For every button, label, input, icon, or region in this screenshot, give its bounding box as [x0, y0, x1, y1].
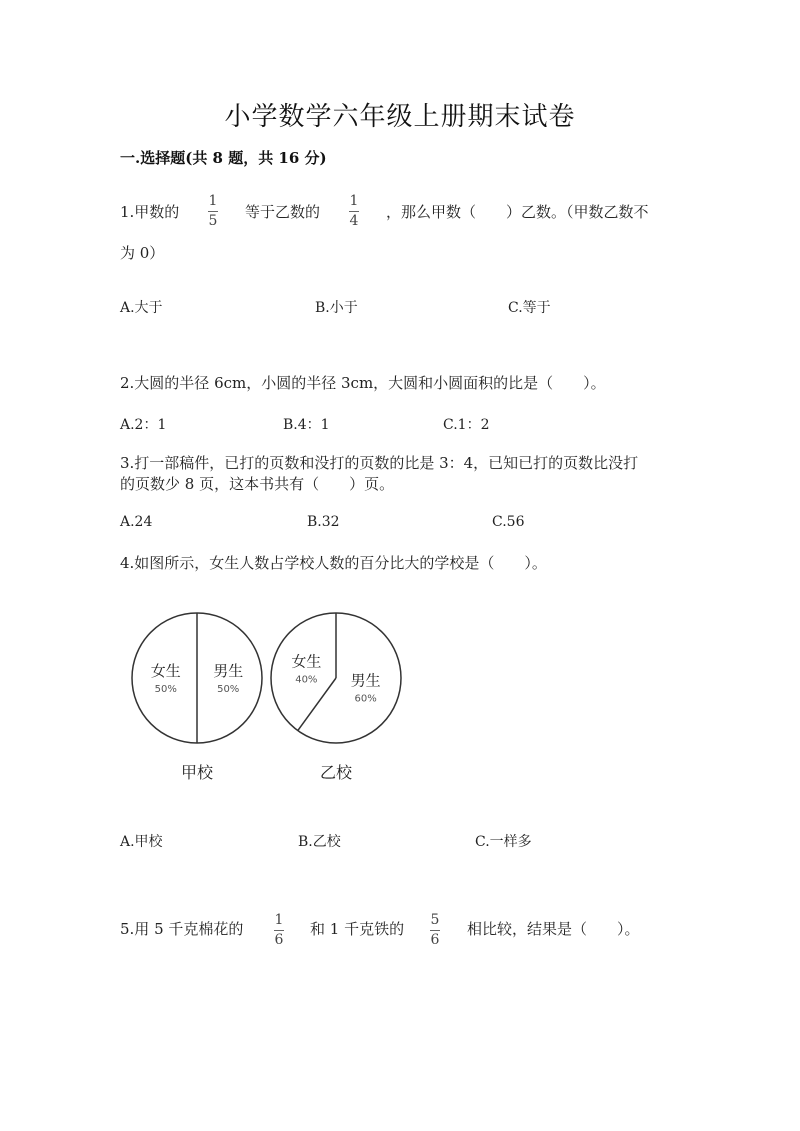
q3-text-line2: 的页数少 8 页，这本书共有（ ）页。: [120, 475, 395, 493]
q1-text-part2: 等于乙数的: [245, 203, 321, 221]
fraction-numerator: 1: [349, 193, 359, 209]
q5-text-part1: 5.用 5 千克棉花的: [120, 920, 244, 938]
fraction-denominator: 5: [208, 213, 218, 229]
q1-text-part1: 1.甲数的: [120, 203, 180, 221]
q2-option-b: B.4：1: [283, 417, 330, 433]
pie-2-school-name: 乙校: [319, 763, 353, 782]
q5-text-part3: 相比较，结果是（ ）。: [467, 920, 640, 938]
q1-text-line2: 为 0）: [120, 244, 165, 262]
q3-option-b: B.32: [307, 514, 340, 530]
pie-charts-svg: [120, 600, 420, 790]
q3-text-line1: 3.打一部稿件，已打的页数和没打的页数的比是 3：4，已知已打的页数比没打: [120, 454, 639, 472]
q2-option-c: C.1：2: [443, 417, 490, 433]
q4-option-b: B.乙校: [298, 834, 341, 850]
q1-fraction-1: [208, 194, 218, 229]
fraction-bar: [274, 930, 284, 931]
pie-1-slice-1-label: 女生: [150, 662, 181, 680]
q5-fraction-1: [274, 913, 284, 948]
section-heading: 一.选择题(共 8 题，共 16 分): [120, 149, 327, 167]
q5-text-part2: 和 1 千克铁的: [310, 920, 405, 938]
fraction-numerator: 1: [274, 912, 284, 928]
pie-2-slice-1-value: 40%: [295, 674, 318, 686]
q4-pie-charts: [120, 600, 420, 790]
q5-fraction-2: [430, 913, 440, 948]
q1-option-a: A.大于: [120, 300, 163, 316]
pie-1-school-name: 甲校: [180, 763, 214, 782]
fraction-bar: [430, 930, 440, 931]
pie-2-slice-1-label: 女生: [291, 652, 322, 671]
q1-option-b: B.小于: [315, 300, 358, 316]
fraction-numerator: 5: [430, 912, 440, 928]
q4-text: 4.如图所示，女生人数占学校人数的百分比大的学校是（ ）。: [120, 554, 547, 572]
fraction-numerator: 1: [208, 193, 218, 209]
pie-2-slice-2-value: 60%: [354, 693, 377, 705]
q3-option-a: A.24: [120, 514, 153, 530]
pie-1-slice-2-label: 男生: [213, 662, 244, 680]
q4-option-a: A.甲校: [120, 834, 163, 850]
pie-1-slice-1-value: 50%: [154, 684, 177, 695]
q2-text: 2.大圆的半径 6cm，小圆的半径 3cm，大圆和小圆面积的比是（ ）。: [120, 374, 606, 392]
fraction-bar: [208, 211, 218, 212]
q1-text-part3: ，那么甲数（ ）乙数。（甲数乙数不: [386, 203, 649, 221]
q1-fraction-2: [349, 194, 359, 229]
q2-option-a: A.2：1: [120, 417, 167, 433]
q3-option-c: C.56: [492, 514, 525, 530]
fraction-bar: [349, 211, 359, 212]
pie-1-slice-2-value: 50%: [217, 684, 240, 695]
q1-option-c: C.等于: [508, 300, 551, 316]
fraction-denominator: 6: [430, 932, 440, 948]
page-title: 小学数学六年级上册期末试卷: [224, 102, 576, 132]
pie-2-slice-2-label: 男生: [350, 671, 381, 690]
fraction-denominator: 6: [274, 932, 284, 948]
fraction-denominator: 4: [349, 213, 359, 229]
q4-option-c: C.一样多: [475, 834, 532, 850]
